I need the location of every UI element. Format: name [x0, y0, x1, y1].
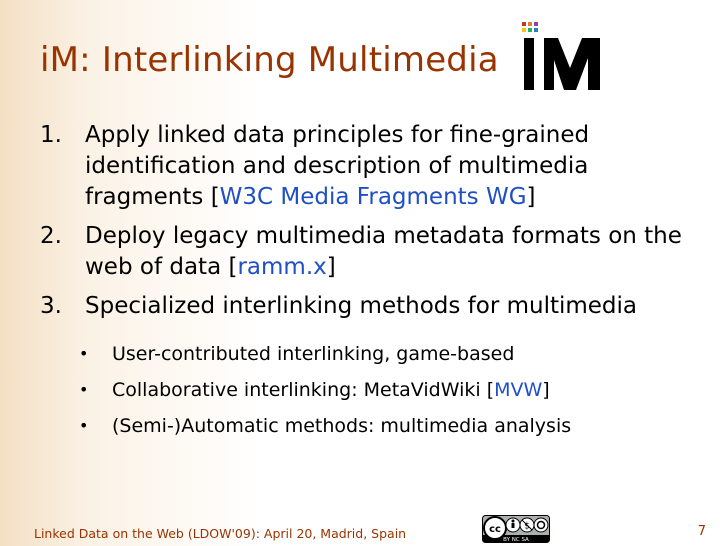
bullet-icon: •: [79, 416, 89, 435]
page-number: 7: [697, 524, 706, 539]
bullet-item: [75, 341, 715, 367]
item-text-end: ]: [326, 254, 336, 280]
numbered-list: [40, 120, 710, 322]
slide-footer: Linked Data on the Web (LDOW'09): April 20, Madrid, Spain: [34, 526, 407, 541]
bullet-icon: •: [79, 344, 89, 363]
list-item: [40, 221, 710, 283]
bullet-list: [75, 341, 715, 449]
link-rammx[interactable]: ramm.x: [237, 254, 327, 280]
list-item: [40, 291, 710, 322]
bullet-text: User-contributed interlinking, game-based: [112, 343, 515, 365]
bullet-text-end: ]: [542, 379, 550, 401]
im-logo-icon: [520, 20, 604, 92]
link-mvw[interactable]: MVW: [494, 379, 543, 401]
link-w3c-media-fragments[interactable]: W3C Media Fragments WG: [219, 184, 527, 210]
item-text: Specialized interlinking methods for multimedia: [85, 293, 638, 319]
item-text-end: ]: [526, 184, 536, 210]
bullet-text: (Semi-)Automatic methods: multimedia analysis: [112, 415, 572, 437]
list-item: [40, 120, 710, 213]
item-text: Apply linked data principles for fine-grained identification and description of multimedia fragments [: [85, 122, 590, 210]
item-text: Deploy legacy multimedia metadata formats on the web of data [: [85, 223, 682, 280]
svg-text:$: $: [524, 521, 530, 532]
item-number: 2.: [40, 223, 62, 249]
creative-commons-icon[interactable]: [482, 515, 550, 543]
slide-title: iM: Interlinking Multimedia: [40, 40, 499, 80]
bullet-icon: •: [79, 380, 89, 399]
item-number: 1.: [40, 122, 62, 148]
bullet-item: [75, 377, 715, 403]
bullet-item: [75, 413, 715, 439]
item-number: 3.: [40, 293, 62, 319]
svg-text:cc: cc: [489, 524, 501, 535]
license-badge-text: BY NC SA: [503, 537, 529, 543]
bullet-text: Collaborative interlinking: MetaVidWiki [: [112, 379, 495, 401]
